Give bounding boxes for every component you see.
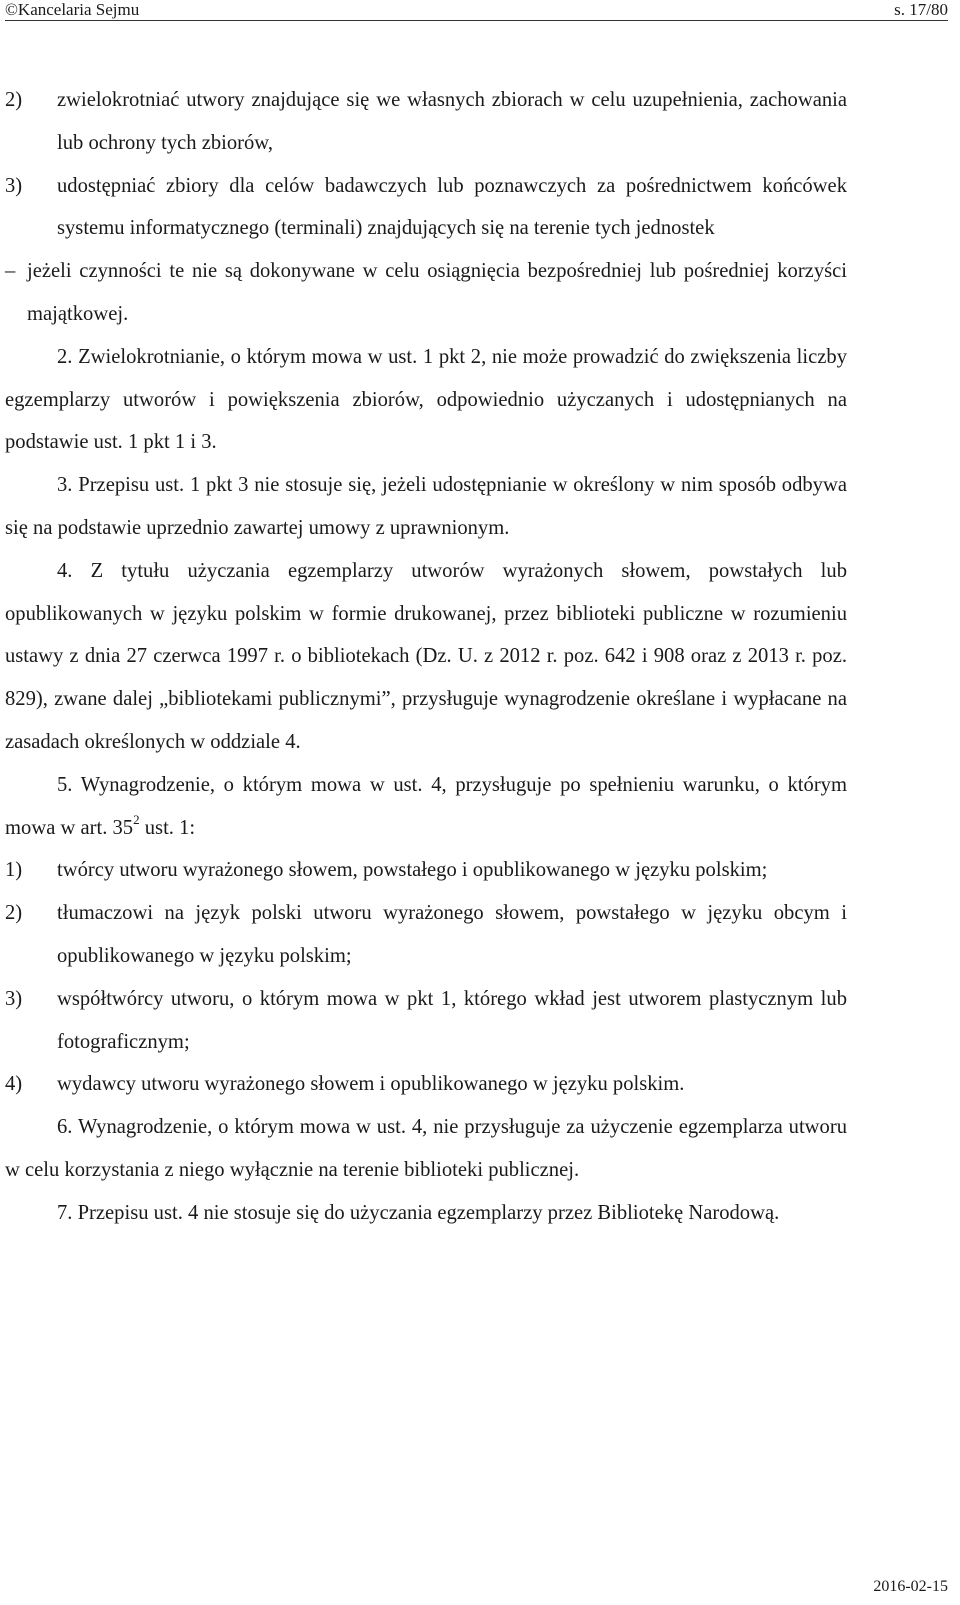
dash-clause — [5, 250, 847, 336]
list-item — [5, 79, 847, 165]
list-item-text: udostępniać zbiory dla celów badawczych lub poznawczych za pośrednictwem końcówek systemu informatycznego (terminali) znajdujących się na terenie tych jednostek — [57, 174, 847, 240]
paragraph-5-tail: ust. 1: — [139, 816, 196, 839]
list-item — [5, 978, 847, 1064]
list-item-number: 2) — [5, 89, 23, 111]
article-superscript: 2 — [133, 811, 140, 827]
list-item-number: 2) — [5, 902, 23, 925]
list-item-number: 1) — [5, 859, 23, 882]
list-item-text: wydawcy utworu wyrażonego słowem i opublikowanego w języku polskim. — [57, 1073, 685, 1096]
list-item-number: 3) — [5, 174, 23, 197]
paragraph-7: 7. Przepisu ust. 4 nie stosuje się do użyczania egzemplarzy przez Bibliotekę Narodową. — [57, 1201, 780, 1224]
paragraph-2: 2. Zwielokrotnianie, o którym mowa w ust. 1 pkt 2, nie może prowadzić do zwiększenia liczby egzemplarzy utworów i powiększenia zbiorów, odpowiednio użyczanych i udostępnianych na podstawie ust. 1 pkt 1 i 3. — [5, 345, 847, 454]
dash-clause-text: jeżeli czynności te nie są dokonywane w celu osiągnięcia bezpośredniej lub pośredniej korzyści majątkowej. — [27, 260, 847, 325]
paragraph-5-text: 5. Wynagrodzenie, o którym mowa w ust. 4, przysługuje po spełnieniu warunku, o którym mowa w art. 35 — [5, 773, 847, 839]
list-item-text: współtwórcy utworu, o którym mowa w pkt 1, którego wkład jest utworem plastycznym lub fotograficznym; — [57, 987, 847, 1053]
list-item-number: 3) — [5, 987, 23, 1010]
paragraph-3: 3. Przepisu ust. 1 pkt 3 nie stosuje się, jeżeli udostępnianie w określony w nim sposób odbywa się na podstawie uprzednio zawartej umowy z uprawnionym. — [5, 474, 847, 539]
list-item — [5, 849, 847, 892]
list-item-number: 4) — [5, 1073, 23, 1096]
list-item — [5, 165, 847, 251]
page-footer-date: 2016-02-15 — [873, 1578, 948, 1595]
paragraph-5 — [5, 764, 847, 850]
header-copyright: ©Kancelaria Sejmu — [5, 0, 140, 19]
dash-mark: – — [5, 260, 16, 283]
header-page-number: s. 17/80 — [894, 0, 948, 19]
paragraph-6: 6. Wynagrodzenie, o którym mowa w ust. 4, nie przysługuje za użyczenie egzemplarza utworu w celu korzystania z niego wyłącznie na terenie biblioteki publicznej. — [5, 1116, 847, 1181]
document-body — [5, 79, 847, 1235]
paragraph-4: 4. Z tytułu użyczania egzemplarzy utworów wyrażonych słowem, powstałych lub opublikowanych w języku polskim w formie drukowanej, przez biblioteki publiczne w rozumieniu ustawy z dnia 27 czerwca 1997 r. o bibliotekach (Dz. U. z 2012 r. poz. 642 i 908 oraz z 2013 r. poz. 829), zwane dalej „bibliotekami publicznymi”, przysługuje wynagrodzenie określane i wypłacane na zasadach określonych w oddziale 4. — [5, 559, 847, 753]
list-item-text: tłumaczowi na język polski utworu wyrażonego słowem, powstałego w języku obcym i opublikowanego w języku polskim; — [57, 902, 847, 967]
list-item-text: twórcy utworu wyrażonego słowem, powstałego i opublikowanego w języku polskim; — [57, 859, 768, 882]
list-item-text: zwielokrotniać utwory znajdujące się we własnych zbiorach w celu uzupełnienia, zachowania lub ochrony tych zbiorów, — [57, 89, 847, 154]
page-header — [5, 0, 948, 20]
list-item — [5, 892, 847, 978]
header-divider — [5, 20, 948, 21]
list-item — [5, 1063, 847, 1106]
